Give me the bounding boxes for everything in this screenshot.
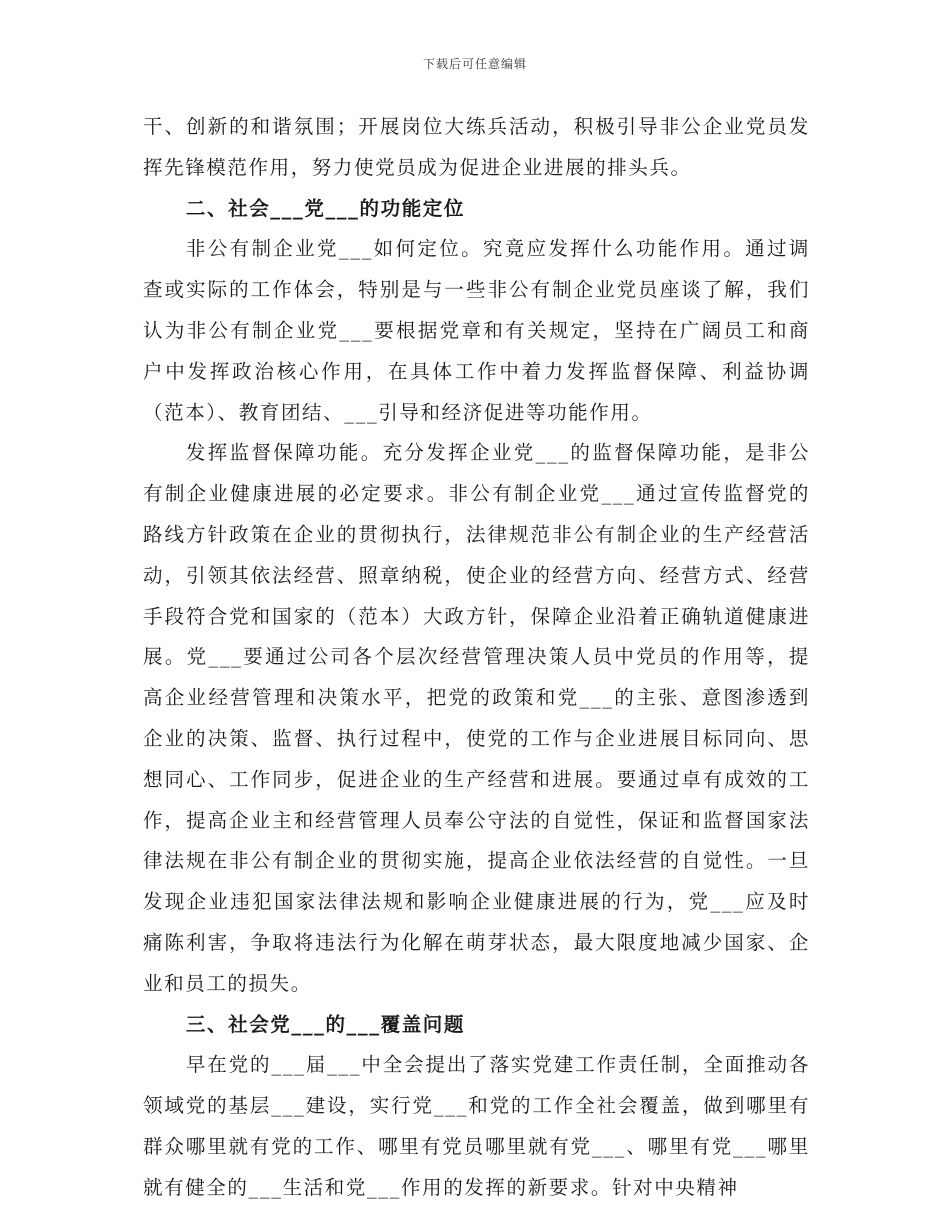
paragraph-supervision-function: 发挥监督保障功能。充分发挥企业党___的监督保障功能，是非公有制企业健康进展的必定要求。非公有制企业党___通过宣传监督党的路线方针政策在企业的贯彻执行，法律规范非公有制企业的生产经营活动，引领其依法经营、照章纳税，使企业的经营方向、经营方式、经营手段符合党和国家的（范本）大政方针，保障企业沿着正确轨道健康进展。党___要通过公司各个层次经营管理决策人员中党员的作用等，提高企业经营管理和决策水平，把党的政策和党___的主张、意图渗透到企业的决策、监督、执行过程中，使党的工作与企业进展目标同向、思想同心、工作同步，促进企业的生产经营和进展。要通过卓有成效的工作，提高企业主和经营管理人员奉公守法的自觉性，保证和监督国家法律法规在非公有制企业的贯彻实施，提高企业依法经营的自觉性。一旦发现企业违犯国家法律法规和影响企业健康进展的行为，党___应及时痛陈利害，争取将违法行为化解在萌芽状态，最大限度地减少国家、企业和员工的损失。 xyxy=(143,441,810,995)
section-heading-2: 二、社会___党___的功能定位 xyxy=(185,196,465,220)
section-heading-3: 三、社会党___的___覆盖问题 xyxy=(185,1012,465,1036)
paragraph-coverage-issue: 早在党的___届___中全会提出了落实党建工作责任制，全面推动各领域党的基层___建设，实行党___和党的工作全社会覆盖，做到哪里有群众哪里就有党的工作、哪里有党员哪里就有党___、哪里有党___哪里就有健全的___生活和党___作用的发挥的新要求。针对中央精神 xyxy=(143,1053,810,1199)
paragraph-function-positioning: 非公有制企业党___如何定位。究竟应发挥什么功能作用。通过调查或实际的工作体会，特别是与一些非公有制企业党员座谈了解，我们认为非公有制企业党___要根据党章和有关规定，坚持在广阔员工和商户中发挥政治核心作用，在具体工作中着力发挥监督保障、利益协调（范本）、教育团结、___引导和经济促进等功能作用。 xyxy=(143,237,810,424)
page-header: 下载后可任意编辑 xyxy=(422,57,527,71)
paragraph-continuation: 干、创新的和谐氛围；开展岗位大练兵活动，积极引导非公企业党员发挥先锋模范作用，努力使党员成为促进企业进展的排头兵。 xyxy=(143,115,810,179)
document-body xyxy=(143,107,810,1209)
